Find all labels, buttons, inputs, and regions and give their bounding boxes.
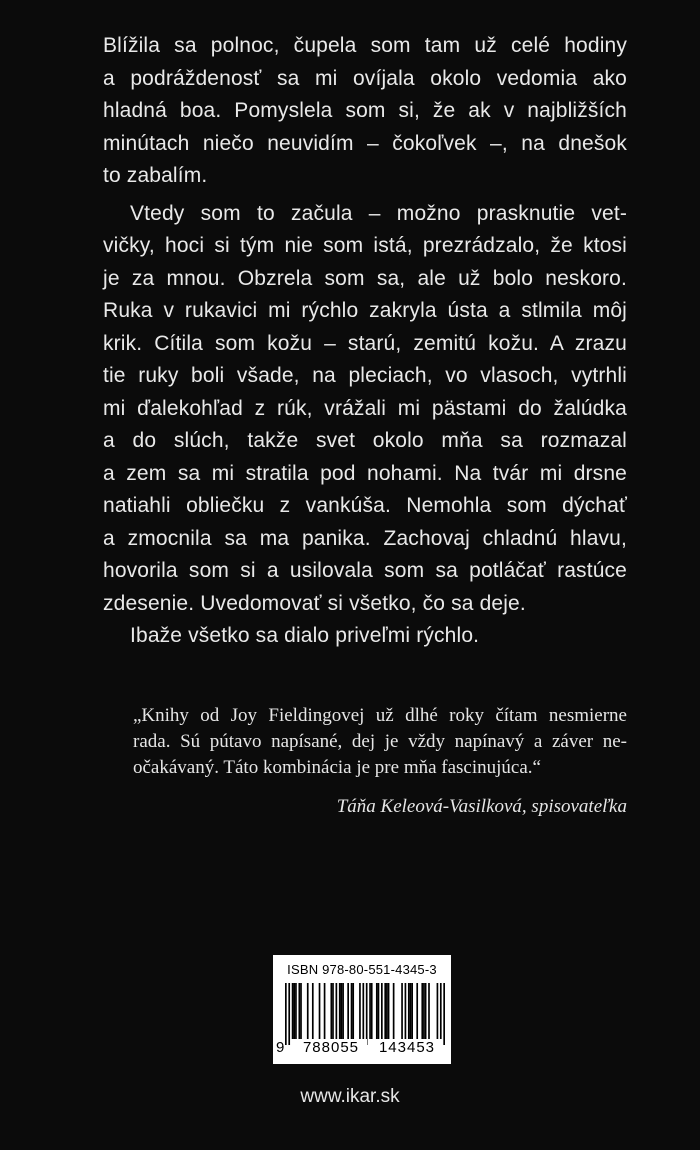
- barcode-bar: [352, 983, 354, 1039]
- barcode-bar: [300, 983, 302, 1039]
- barcode-bar: [428, 983, 430, 1039]
- text-line: a podráždenosť sa mi ovíjala okolo vedomia ako: [103, 66, 627, 90]
- barcode-digits-right: 143453: [371, 1039, 443, 1056]
- barcode-bar: [324, 983, 326, 1039]
- barcode-bar: [437, 983, 439, 1039]
- paragraph-3: [103, 620, 627, 653]
- barcode-bar: [293, 983, 295, 1039]
- barcode-bar: [388, 983, 390, 1039]
- publisher-website: www.ikar.sk: [300, 1086, 400, 1107]
- text-line: hladná boa. Pomyslela som si, že ak v najbližších: [103, 99, 627, 122]
- barcode-bar: [339, 983, 341, 1039]
- barcode-bar: [371, 983, 373, 1039]
- barcode-bar: [285, 983, 287, 1045]
- text-line: zdesenie. Uvedomovať si všetko, čo sa deje.: [103, 591, 526, 615]
- barcode-bar: [369, 983, 371, 1039]
- barcode-bar: [341, 983, 343, 1039]
- barcode-bar: [342, 983, 344, 1039]
- text-line: to zabalím.: [103, 164, 208, 187]
- barcode-digits: [273, 1039, 451, 1059]
- text-line: Ruka v rukavici mi rýchlo zakryla ústa a stlmila môj: [103, 299, 627, 322]
- barcode-bar: [366, 983, 368, 1045]
- barcode-bar: [425, 983, 427, 1039]
- barcode-bar: [384, 983, 386, 1039]
- text-line: hovorila som si a usilovala som sa potláčať rastúce: [103, 559, 627, 582]
- text-line: je za mnou. Obzrela som sa, ale už bolo neskoro.: [103, 266, 627, 290]
- barcode-bar: [416, 983, 418, 1039]
- isbn-label: ISBN 978-80-551-4345-3: [287, 962, 437, 977]
- barcode-bar: [410, 983, 412, 1039]
- text-line: natiahli obliečku z vankúša. Nemohla som dýchať: [103, 494, 627, 517]
- barcode: [273, 955, 451, 1064]
- barcode-bar: [378, 983, 380, 1039]
- text-line: Blížila sa polnoc, čupela som tam už celé hodiny: [103, 34, 627, 57]
- barcode-bar: [351, 983, 353, 1039]
- barcode-bar: [401, 983, 403, 1039]
- barcode-bar: [376, 983, 378, 1039]
- barcode-bar: [319, 983, 321, 1039]
- barcode-bar: [443, 983, 445, 1045]
- quote-line: očakávaný. Táto kombinácia je pre mňa fascinujúca.“: [133, 757, 541, 778]
- barcode-bars: [285, 983, 445, 1045]
- barcode-bar: [307, 983, 309, 1039]
- quote-line: rada. Sú pútavo napísané, dej je vždy napínavý a záver ne-: [133, 731, 627, 752]
- text-line: Ibaže všetko sa dialo priveľmi rýchlo.: [130, 624, 480, 647]
- barcode-bar: [421, 983, 423, 1039]
- barcode-bar: [386, 983, 388, 1039]
- barcode-bar: [393, 983, 395, 1039]
- barcode-bar: [411, 983, 413, 1039]
- barcode-bar: [359, 983, 361, 1039]
- barcode-bar: [295, 983, 297, 1039]
- barcode-bar: [405, 983, 407, 1039]
- text-line: krik. Cítila som kožu – starú, zemitú kožu. A zrazu: [103, 331, 627, 355]
- barcode-bar: [408, 983, 410, 1039]
- text-line: Vtedy som to začula – možno prasknutie vet-: [130, 201, 627, 225]
- barcode-digits-left: 788055: [295, 1039, 367, 1056]
- barcode-bar: [423, 983, 425, 1039]
- text-line: mi ďalekohľad z rúk, vrážali mi pästami do žalúdka: [103, 396, 627, 420]
- endorsement-quote: [133, 703, 627, 781]
- barcode-bar: [362, 983, 364, 1045]
- barcode-bar: [332, 983, 334, 1039]
- barcode-bar: [298, 983, 300, 1039]
- barcode-bar: [330, 983, 332, 1039]
- barcode-bar: [292, 983, 294, 1039]
- text-line: a zem sa mi stratila pod nohami. Na tvár mi drsne: [103, 461, 627, 485]
- barcode-bar: [336, 983, 338, 1039]
- text-line: vičky, hoci si tým nie som istá, prezrádzalo, že ktosi: [103, 234, 627, 257]
- paragraph-1: [103, 30, 627, 193]
- text-line: a do slúch, takže svet okolo mňa sa rozmazal: [103, 429, 627, 452]
- paragraph-2: [103, 198, 627, 621]
- excerpt-text: [103, 30, 627, 653]
- quote-attribution: Táňa Keleová-Vasilková, spisovateľka: [336, 796, 627, 817]
- barcode-bar: [440, 983, 442, 1045]
- text-line: minútach niečo neuvidím – čokoľvek –, na dnešok: [103, 131, 627, 155]
- barcode-bar: [381, 983, 383, 1039]
- quote-line: „Knihy od Joy Fieldingovej už dlhé roky čítam nesmierne: [133, 705, 627, 726]
- text-line: tie ruky boli všade, na pleciach, vo vlasoch, vytrhli: [103, 364, 627, 387]
- barcode-bar: [312, 983, 314, 1039]
- text-line: a zmocnila sa ma panika. Zachovaj chladnú hlavu,: [103, 526, 627, 550]
- barcode-digit-first: 9: [276, 1039, 285, 1056]
- barcode-bar: [288, 983, 290, 1045]
- barcode-bar: [347, 983, 349, 1039]
